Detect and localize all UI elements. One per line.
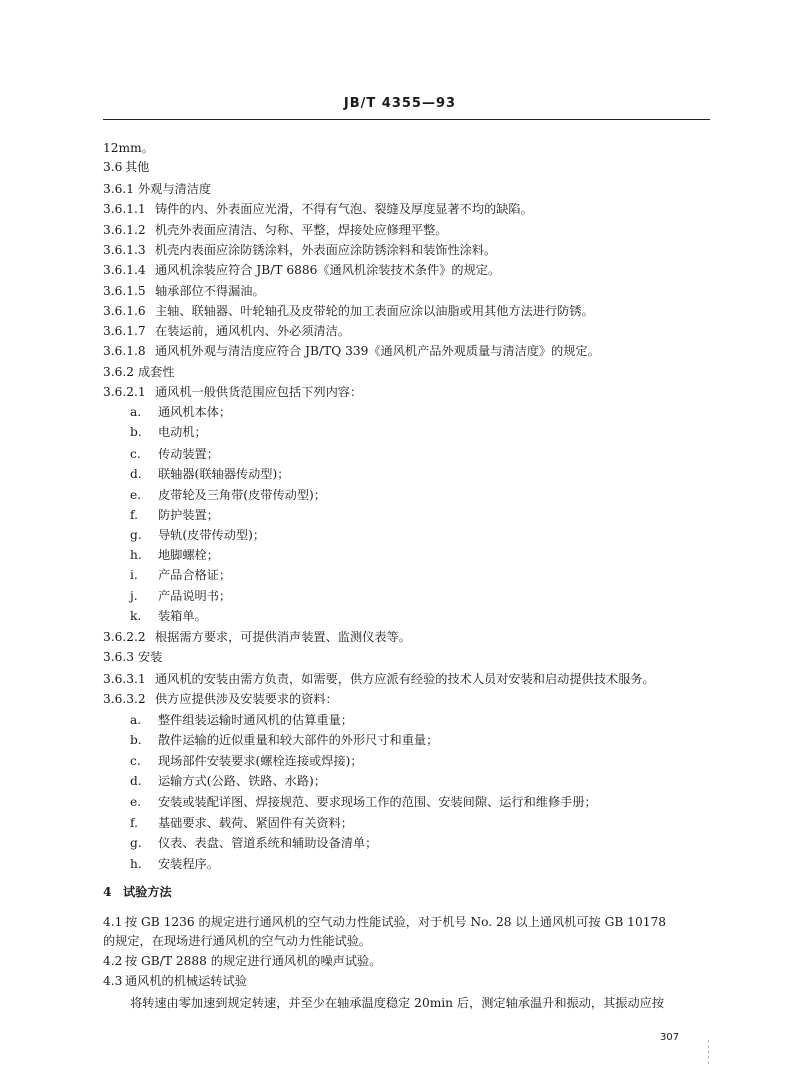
line-text: 铸件的内、外表面应光滑，不得有气泡、裂缝及厚度显著不均的缺陷。	[155, 202, 533, 216]
line-text: 安装程序。	[158, 857, 219, 871]
list-item	[130, 815, 353, 831]
clause-number: d.	[130, 774, 142, 788]
line-text: 导轨(皮带传动型)；	[158, 528, 266, 542]
paragraph-line	[103, 159, 149, 175]
line-text: 按 GB/T 2888 的规定进行通风机的噪声试验。	[125, 954, 382, 968]
line-text: 通风机涂装应符合 JB/T 6886《通风机涂装技术条件》的规定。	[155, 263, 501, 277]
clause-number: f.	[130, 508, 138, 522]
paragraph-line	[103, 343, 600, 359]
page-number: 307	[660, 1032, 680, 1043]
line-text: 地脚螺栓；	[158, 548, 219, 562]
list-item	[130, 856, 219, 872]
clause-number: 3.6.1.2	[103, 223, 146, 237]
line-text: 产品说明书；	[158, 589, 232, 603]
clause-number: 4	[103, 885, 112, 899]
clause-number: 4.2	[103, 954, 123, 968]
line-text: 12mm。	[103, 141, 154, 155]
clause-number: k.	[130, 609, 142, 623]
line-text: 皮带轮及三角带(皮带传动型)；	[158, 488, 326, 502]
line-text: 装箱单。	[158, 609, 207, 623]
list-item	[130, 712, 353, 728]
paragraph-line	[103, 222, 448, 238]
line-text: 外观与清洁度	[138, 182, 212, 196]
section-heading	[103, 884, 172, 900]
clause-number: f.	[130, 816, 138, 830]
paragraph-line	[103, 283, 265, 299]
line-text: 运输方式(公路、铁路、水路)；	[158, 774, 326, 788]
paragraph-line	[103, 384, 362, 400]
clause-number: g.	[130, 836, 142, 850]
line-text: 通风机一般供货范围应包括下列内容：	[155, 385, 363, 399]
clause-number: c.	[130, 754, 141, 768]
line-text: 产品合格证；	[158, 568, 232, 582]
paragraph-line	[103, 364, 175, 380]
paragraph-line	[103, 140, 154, 156]
line-text: 试验方法	[123, 885, 172, 899]
line-text: 机壳内表面应涂防锈涂料，外表面应涂防锈涂料和装饰性涂料。	[155, 243, 497, 257]
clause-number: 3.6.3.2	[103, 692, 146, 706]
clause-number: g.	[130, 528, 142, 542]
line-text: 散件运输的近似重量和较大部件的外形尺寸和重量；	[158, 733, 439, 747]
line-text: 仪表、表盘、管道系统和辅助设备清单；	[158, 836, 378, 850]
list-item	[130, 404, 231, 420]
document-header: JB/T 4355—93	[343, 96, 457, 111]
paragraph-line	[103, 649, 162, 665]
paragraph-line	[103, 303, 594, 319]
list-item	[130, 487, 326, 503]
paragraph-line	[103, 973, 247, 989]
scan-edge-mark	[708, 1040, 709, 1064]
paragraph-line	[103, 671, 655, 687]
clause-number: a.	[130, 713, 142, 727]
paragraph-line	[103, 181, 211, 197]
clause-number: 3.6.3.1	[103, 672, 146, 686]
line-text: 整件组装运输时通风机的估算重量；	[158, 713, 353, 727]
clause-number: b.	[130, 425, 142, 439]
list-item	[130, 527, 265, 543]
paragraph-line	[103, 953, 381, 969]
clause-number: 3.6.2.1	[103, 385, 146, 399]
line-text: 现场部件安装要求(螺栓连接或焊接)；	[158, 754, 363, 768]
line-text: 的规定，在现场进行通风机的空气动力性能试验。	[103, 934, 372, 948]
line-text: 轴承部位不得漏油。	[155, 284, 265, 298]
line-text: 安装	[138, 650, 163, 664]
clause-number: 3.6.1	[103, 182, 135, 196]
line-text: 供方应提供涉及安装要求的资料：	[155, 692, 338, 706]
clause-number: 3.6.1.8	[103, 344, 146, 358]
header-rule	[103, 119, 710, 120]
list-item	[130, 794, 597, 810]
line-text: 防护装置；	[158, 508, 219, 522]
line-text: 将转速由零加速到规定转速，并至少在轴承温度稳定 20min 后，测定轴承温升和振动，其振动应按	[130, 996, 665, 1010]
clause-number: 3.6	[103, 160, 123, 174]
clause-number: 4.3	[103, 974, 123, 988]
line-text: 其他	[125, 160, 150, 174]
line-text: 成套性	[138, 365, 175, 379]
clause-number: 3.6.1.5	[103, 284, 146, 298]
line-text: 通风机外观与清洁度应符合 JB/TQ 339《通风机产品外观质量与清洁度》的规定。	[155, 344, 600, 358]
line-text: 按 GB 1236 的规定进行通风机的空气动力性能试验，对于机号 No. 28 以上通风机可按 GB 10178	[125, 915, 666, 929]
clause-number: i.	[130, 568, 138, 582]
clause-number: h.	[130, 548, 142, 562]
clause-number: e.	[130, 795, 142, 809]
paragraph-line	[103, 242, 496, 258]
line-text: 安装或装配详图、焊接规范、要求现场工作的范围、安装间隙、运行和维修手册；	[158, 795, 597, 809]
line-text: 主轴、联轴器、叶轮轴孔及皮带轮的加工表面应涂以油脂或用其他方法进行防锈。	[155, 304, 594, 318]
line-text: 通风机的安装由需方负责，如需要，供方应派有经验的技术人员对安装和启动提供技术服务。	[155, 672, 655, 686]
list-item	[130, 732, 438, 748]
clause-number: h.	[130, 857, 142, 871]
clause-number: 3.6.3	[103, 650, 135, 664]
list-item	[130, 835, 377, 851]
list-item	[130, 446, 219, 462]
line-text: 根据需方要求，可提供消声装置、监测仪表等。	[155, 630, 411, 644]
line-text: 在装运前，通风机内、外必须清洁。	[155, 324, 350, 338]
list-item	[130, 547, 219, 563]
paragraph-line	[130, 995, 664, 1011]
line-text: 传动装置；	[158, 447, 219, 461]
list-item	[130, 466, 289, 482]
list-item	[130, 773, 326, 789]
line-text: 通风机的机械运转试验	[125, 974, 247, 988]
clause-number: e.	[130, 488, 142, 502]
clause-number: 3.6.2	[103, 365, 135, 379]
paragraph-line	[103, 914, 666, 930]
clause-number: c.	[130, 447, 141, 461]
line-text: 机壳外表面应清洁、匀称、平整，焊接处应修理平整。	[155, 223, 448, 237]
paragraph-line	[103, 629, 411, 645]
paragraph-line	[103, 933, 371, 949]
line-text: 通风机本体；	[158, 405, 232, 419]
list-item	[130, 507, 219, 523]
clause-number: a.	[130, 405, 142, 419]
list-item	[130, 753, 363, 769]
paragraph-line	[103, 323, 350, 339]
clause-number: j.	[130, 589, 138, 603]
paragraph-line	[103, 201, 533, 217]
paragraph-line	[103, 691, 338, 707]
clause-number: 3.6.1.1	[103, 202, 146, 216]
list-item	[130, 588, 231, 604]
clause-number: 3.6.2.2	[103, 630, 146, 644]
clause-number: d.	[130, 467, 142, 481]
clause-number: 3.6.1.7	[103, 324, 146, 338]
clause-number: 3.6.1.6	[103, 304, 146, 318]
line-text: 联轴器(联轴器传动型)；	[158, 467, 290, 481]
list-item	[130, 424, 207, 440]
paragraph-line	[103, 262, 500, 278]
clause-number: 3.6.1.4	[103, 263, 146, 277]
clause-number: b.	[130, 733, 142, 747]
list-item	[130, 567, 231, 583]
line-text: 基础要求、载荷、紧固件有关资料；	[158, 816, 353, 830]
line-text: 电动机；	[158, 425, 207, 439]
list-item	[130, 608, 207, 624]
clause-number: 4.1	[103, 915, 123, 929]
clause-number: 3.6.1.3	[103, 243, 146, 257]
